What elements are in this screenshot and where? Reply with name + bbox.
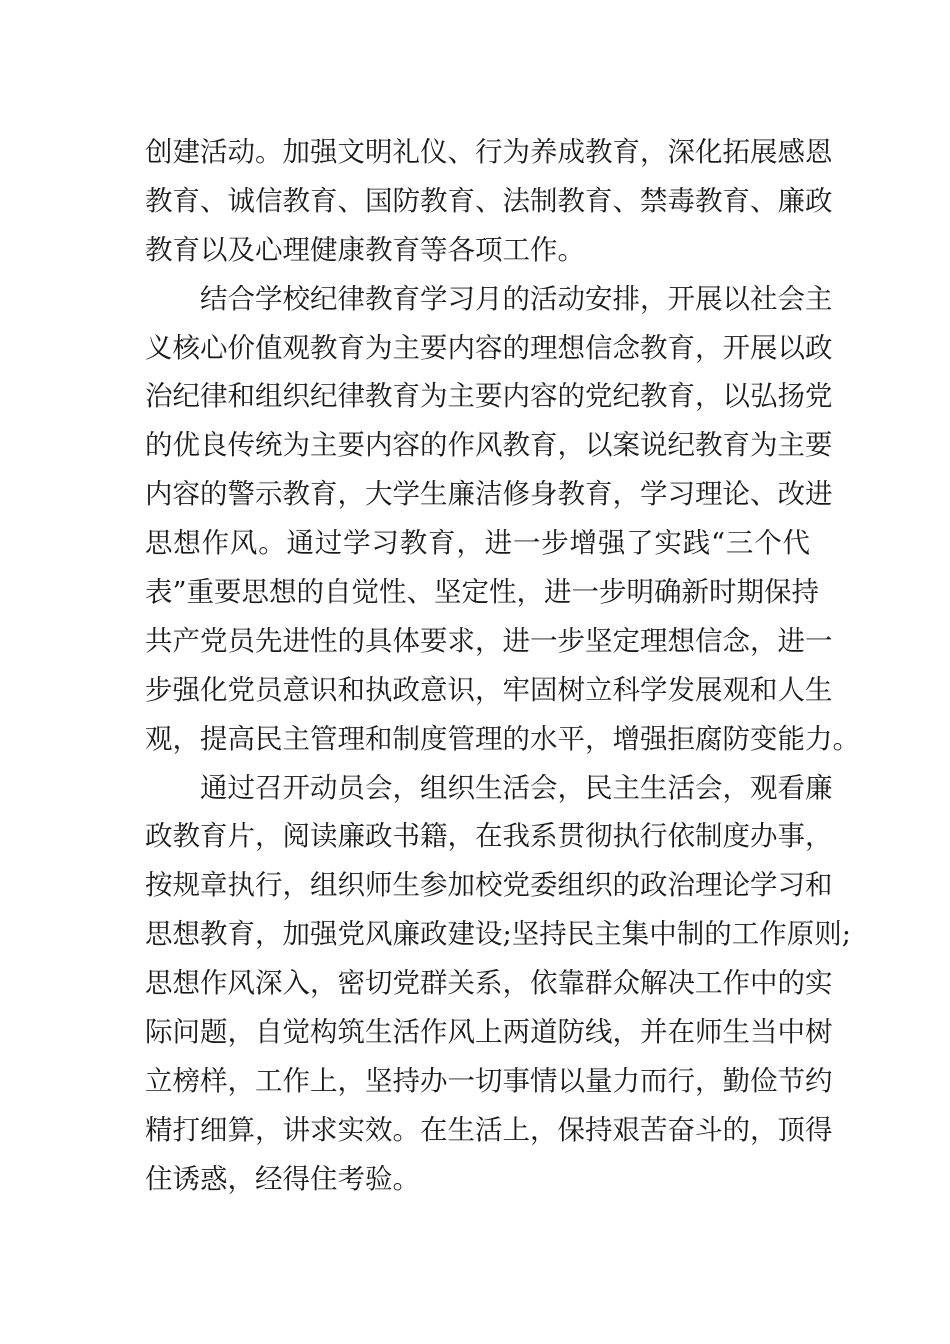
text-line: 创建活动。加强文明礼仪、行为养成教育，深化拓展感恩 xyxy=(145,136,833,168)
text-line: 思想作风。通过学习教育，进一步增强了实践“三个代 xyxy=(145,527,810,560)
text-line: 内容的警示教育，大学生廉洁修身教育，学习理论、改进 xyxy=(145,478,833,511)
text-line: 治纪律和组织纪律教育为主要内容的党纪教育，以弘扬党 xyxy=(145,380,833,413)
text-line: 思想作风深入，密切党群关系，依靠群众解决工作中的实 xyxy=(145,967,833,1000)
text-line: 精打细算，讲求实效。在生活上，保持艰苦奋斗的，顶得 xyxy=(145,1113,833,1146)
text-line: 的优良传统为主要内容的作风教育，以案说纪教育为主要 xyxy=(145,429,833,462)
text-line: 思想教育，加强党风廉政建设;坚持民主集中制的工作原则; xyxy=(145,918,852,951)
paragraph-2 xyxy=(145,275,860,764)
text-line: 教育以及心理健康教育等各项工作。 xyxy=(145,233,585,266)
text-line: 结合学校纪律教育学习月的活动安排，开展以社会主 xyxy=(200,282,833,315)
text-line: 观，提高民主管理和制度管理的水平，增强拒腐防变能力。 xyxy=(145,722,860,755)
text-line: 按规章执行，组织师生参加校党委组织的政治理论学习和 xyxy=(145,869,833,902)
text-line: 住诱惑，经得住考验。 xyxy=(145,1162,420,1195)
text-line: 际问题，自觉构筑生活作风上两道防线，并在师生当中树 xyxy=(145,1016,833,1049)
text-line: 教育、诚信教育、国防教育、法制教育、禁毒教育、廉政 xyxy=(145,184,833,217)
text-line: 立榜样，工作上，坚持办一切事情以量力而行，勤俭节约 xyxy=(145,1064,833,1097)
text-line: 政教育片，阅读廉政书籍，在我系贯彻执行依制度办事， xyxy=(145,820,833,853)
text-line: 义核心价值观教育为主要内容的理想信念教育，开展以政 xyxy=(145,331,833,364)
text-line: 表”重要思想的自觉性、坚定性，进一步明确新时期保持 xyxy=(145,576,820,609)
text-line: 步强化党员意识和执政意识，牢固树立科学发展观和人生 xyxy=(145,673,833,706)
text-line: 共产党员先进性的具体要求，进一步坚定理想信念，进一 xyxy=(145,624,833,657)
text-line: 通过召开动员会，组织生活会，民主生活会，观看廉 xyxy=(200,771,833,804)
paragraph-1 xyxy=(145,128,833,275)
paragraph-3 xyxy=(145,764,852,1204)
document-body xyxy=(145,128,860,1204)
